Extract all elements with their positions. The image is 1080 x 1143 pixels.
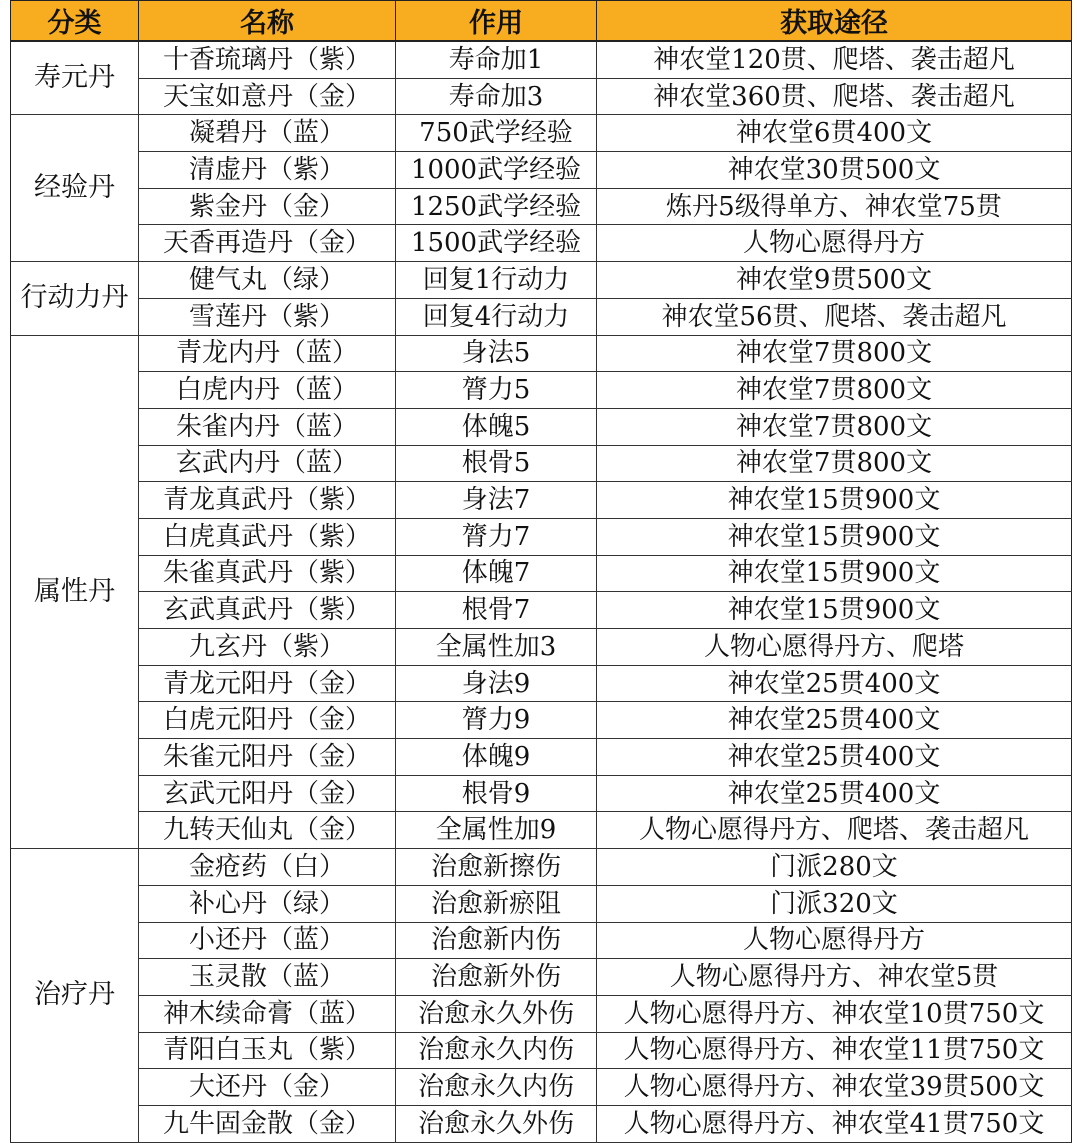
source-cell: 神农堂7贯800文 [597, 335, 1072, 372]
effect-cell: 全属性加3 [396, 629, 597, 666]
source-cell: 神农堂15贯900文 [597, 555, 1072, 592]
name-cell: 十香琉璃丹（紫） [139, 41, 396, 78]
source-cell: 人物心愿得丹方、神农堂39贯500文 [597, 1069, 1072, 1106]
source-cell: 神农堂30贯500文 [597, 152, 1072, 189]
table-row [11, 739, 1072, 776]
effect-cell: 身法5 [396, 335, 597, 372]
name-cell: 大还丹（金） [139, 1069, 396, 1106]
effect-cell: 治愈永久外伤 [396, 1105, 597, 1142]
effect-cell: 1500武学经验 [396, 225, 597, 262]
source-cell: 门派280文 [597, 849, 1072, 886]
source-cell: 神农堂15贯900文 [597, 482, 1072, 519]
name-cell: 凝碧丹（蓝） [139, 115, 396, 152]
effect-cell: 根骨9 [396, 775, 597, 812]
table-row [11, 1105, 1072, 1142]
table-row [11, 1069, 1072, 1106]
effect-cell: 膂力5 [396, 372, 597, 409]
source-cell: 人物心愿得丹方、神农堂5贯 [597, 959, 1072, 996]
name-cell: 青龙元阳丹（金） [139, 665, 396, 702]
table-row [11, 922, 1072, 959]
table-row [11, 885, 1072, 922]
name-cell: 青阳白玉丸（紫） [139, 1032, 396, 1069]
effect-cell: 治愈新内伤 [396, 922, 597, 959]
effect-cell: 治愈永久内伤 [396, 1069, 597, 1106]
category-cell: 经验丹 [11, 115, 139, 262]
source-cell: 神农堂120贯、爬塔、袭击超凡 [597, 41, 1072, 78]
effect-cell: 体魄5 [396, 408, 597, 445]
name-cell: 朱雀内丹（蓝） [139, 408, 396, 445]
source-cell: 人物心愿得丹方、爬塔、袭击超凡 [597, 812, 1072, 849]
table-row [11, 1032, 1072, 1069]
name-cell: 九玄丹（紫） [139, 629, 396, 666]
name-cell: 神木续命膏（蓝） [139, 995, 396, 1032]
name-cell: 玄武元阳丹（金） [139, 775, 396, 812]
source-cell: 炼丹5级得单方、神农堂75贯 [597, 188, 1072, 225]
category-cell: 治疗丹 [11, 849, 139, 1143]
table-row [11, 225, 1072, 262]
name-cell: 健气丸（绿） [139, 262, 396, 299]
source-cell: 人物心愿得丹方、神农堂11贯750文 [597, 1032, 1072, 1069]
name-cell: 朱雀真武丹（紫） [139, 555, 396, 592]
category-cell: 寿元丹 [11, 41, 139, 115]
pill-table [10, 0, 1072, 1143]
table-body [11, 41, 1072, 1142]
header-effect: 作用 [396, 1, 597, 42]
effect-cell: 身法7 [396, 482, 597, 519]
name-cell: 玄武真武丹（紫） [139, 592, 396, 629]
category-cell: 属性丹 [11, 335, 139, 849]
table-row [11, 372, 1072, 409]
name-cell: 金疮药（白） [139, 849, 396, 886]
table-row [11, 555, 1072, 592]
effect-cell: 根骨5 [396, 445, 597, 482]
table-row [11, 115, 1072, 152]
name-cell: 青龙真武丹（紫） [139, 482, 396, 519]
name-cell: 九转天仙丸（金） [139, 812, 396, 849]
source-cell: 神农堂15贯900文 [597, 592, 1072, 629]
effect-cell: 身法9 [396, 665, 597, 702]
name-cell: 紫金丹（金） [139, 188, 396, 225]
header-row [11, 1, 1072, 42]
source-cell: 神农堂25贯400文 [597, 665, 1072, 702]
effect-cell: 体魄7 [396, 555, 597, 592]
effect-cell: 治愈永久外伤 [396, 995, 597, 1032]
name-cell: 补心丹（绿） [139, 885, 396, 922]
table-row [11, 41, 1072, 78]
source-cell: 神农堂56贯、爬塔、袭击超凡 [597, 298, 1072, 335]
name-cell: 朱雀元阳丹（金） [139, 739, 396, 776]
effect-cell: 寿命加3 [396, 78, 597, 115]
source-cell: 神农堂6贯400文 [597, 115, 1072, 152]
name-cell: 天宝如意丹（金） [139, 78, 396, 115]
effect-cell: 膂力7 [396, 518, 597, 555]
source-cell: 神农堂25贯400文 [597, 702, 1072, 739]
name-cell: 玉灵散（蓝） [139, 959, 396, 996]
source-cell: 人物心愿得丹方 [597, 225, 1072, 262]
name-cell: 白虎内丹（蓝） [139, 372, 396, 409]
source-cell: 神农堂7贯800文 [597, 408, 1072, 445]
name-cell: 青龙内丹（蓝） [139, 335, 396, 372]
effect-cell: 膂力9 [396, 702, 597, 739]
source-cell: 神农堂9贯500文 [597, 262, 1072, 299]
table-row [11, 335, 1072, 372]
source-cell: 神农堂25贯400文 [597, 775, 1072, 812]
effect-cell: 寿命加1 [396, 41, 597, 78]
header-source: 获取途径 [597, 1, 1072, 42]
table-row [11, 995, 1072, 1032]
table-row [11, 78, 1072, 115]
table-row [11, 849, 1072, 886]
header-name: 名称 [139, 1, 396, 42]
table-row [11, 408, 1072, 445]
source-cell: 门派320文 [597, 885, 1072, 922]
table-row [11, 152, 1072, 189]
name-cell: 白虎元阳丹（金） [139, 702, 396, 739]
effect-cell: 回复4行动力 [396, 298, 597, 335]
effect-cell: 治愈永久内伤 [396, 1032, 597, 1069]
name-cell: 九牛固金散（金） [139, 1105, 396, 1142]
table-row [11, 629, 1072, 666]
source-cell: 人物心愿得丹方、神农堂10贯750文 [597, 995, 1072, 1032]
source-cell: 神农堂15贯900文 [597, 518, 1072, 555]
table-row [11, 592, 1072, 629]
effect-cell: 1250武学经验 [396, 188, 597, 225]
effect-cell: 1000武学经验 [396, 152, 597, 189]
source-cell: 神农堂360贯、爬塔、袭击超凡 [597, 78, 1072, 115]
effect-cell: 750武学经验 [396, 115, 597, 152]
table-row [11, 445, 1072, 482]
name-cell: 玄武内丹（蓝） [139, 445, 396, 482]
effect-cell: 体魄9 [396, 739, 597, 776]
name-cell: 雪莲丹（紫） [139, 298, 396, 335]
effect-cell: 治愈新擦伤 [396, 849, 597, 886]
source-cell: 人物心愿得丹方、神农堂41贯750文 [597, 1105, 1072, 1142]
effect-cell: 根骨7 [396, 592, 597, 629]
source-cell: 神农堂7贯800文 [597, 372, 1072, 409]
source-cell: 人物心愿得丹方 [597, 922, 1072, 959]
category-cell: 行动力丹 [11, 262, 139, 335]
source-cell: 神农堂7贯800文 [597, 445, 1072, 482]
header-category: 分类 [11, 1, 139, 42]
table-row [11, 812, 1072, 849]
source-cell: 人物心愿得丹方、爬塔 [597, 629, 1072, 666]
table-row [11, 482, 1072, 519]
name-cell: 白虎真武丹（紫） [139, 518, 396, 555]
table-row [11, 298, 1072, 335]
effect-cell: 治愈新外伤 [396, 959, 597, 996]
effect-cell: 回复1行动力 [396, 262, 597, 299]
name-cell: 天香再造丹（金） [139, 225, 396, 262]
table-row [11, 959, 1072, 996]
effect-cell: 全属性加9 [396, 812, 597, 849]
source-cell: 神农堂25贯400文 [597, 739, 1072, 776]
table-row [11, 518, 1072, 555]
effect-cell: 治愈新瘀阻 [396, 885, 597, 922]
table-row [11, 262, 1072, 299]
table-row [11, 665, 1072, 702]
table-row [11, 775, 1072, 812]
name-cell: 清虚丹（紫） [139, 152, 396, 189]
name-cell: 小还丹（蓝） [139, 922, 396, 959]
table-row [11, 188, 1072, 225]
table-row [11, 702, 1072, 739]
table-header [11, 1, 1072, 42]
